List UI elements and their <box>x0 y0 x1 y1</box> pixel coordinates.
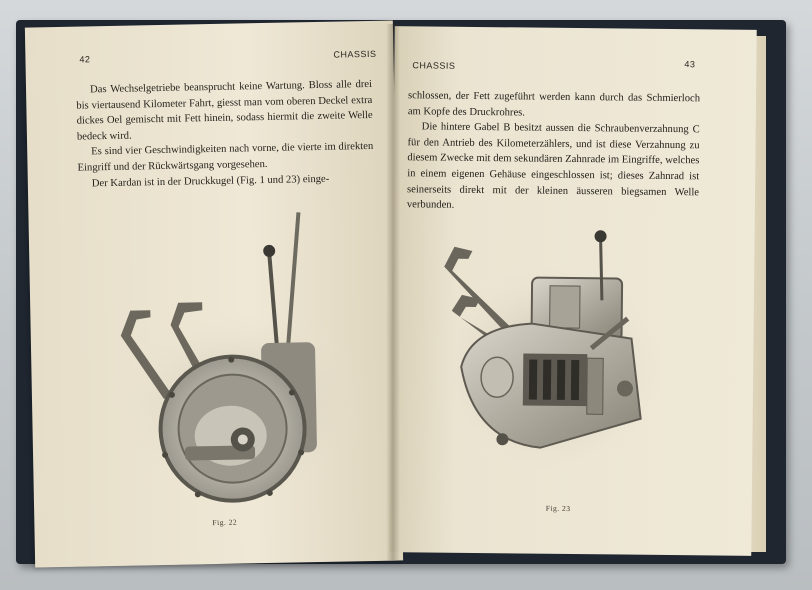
right-page <box>389 26 756 556</box>
right-paragraph-1: schlossen, der Fett zugeführt werden kann durch das Schmierloch am Kopfe des Druckrohres. <box>407 90 701 119</box>
left-running-head: CHASSIS <box>333 48 377 60</box>
book-gutter <box>386 24 400 560</box>
left-page-number: 42 <box>79 54 91 65</box>
right-page-number: 43 <box>684 59 696 70</box>
left-page <box>25 21 403 568</box>
fig-22-caption: Fig. 22 <box>212 517 238 528</box>
left-paragraph-1: Das Wechselgetriebe beansprucht keine Wartung. Bloss alle drei bis viertausend Kilometer Fahrt, giesst man vom oberen Deckel extra dickes Oel gemischt mit Fett hinein, sodass hiermit die zweite Welle bedeck wird. <box>76 78 373 143</box>
fig-23-caption: Fig. 23 <box>545 503 571 513</box>
left-body-text <box>76 77 374 192</box>
gearbox-illustration-left <box>88 181 364 506</box>
left-paragraph-2: Es sind vier Geschwindigkeiten nach vorne, die vierte im direkten Eingriff und der Rückwärtsgang vorgesehen. <box>77 141 374 174</box>
right-running-head: CHASSIS <box>412 60 456 71</box>
gearbox-illustration-right <box>430 227 673 489</box>
left-paragraph-3: Der Kardan ist in der Druckkugel (Fig. 1 und 23) einge- <box>91 173 330 189</box>
right-body-text <box>407 88 700 216</box>
right-paragraph-2: Die hintere Gabel B besitzt aussen die Schraubenverzahnung C für den Antrieb des Kilometerzählers, und ist diese Verzahnung zu diesem Zwecke mit dem sekundären Zahnrade im Eingriffe, welches in einem eigenen Gehäuse eingeschlossen ist; dieses Zahnrad ist seinerseits direkt mit der kleinen äusseren biegsamen Welle verbunden. <box>406 121 700 211</box>
